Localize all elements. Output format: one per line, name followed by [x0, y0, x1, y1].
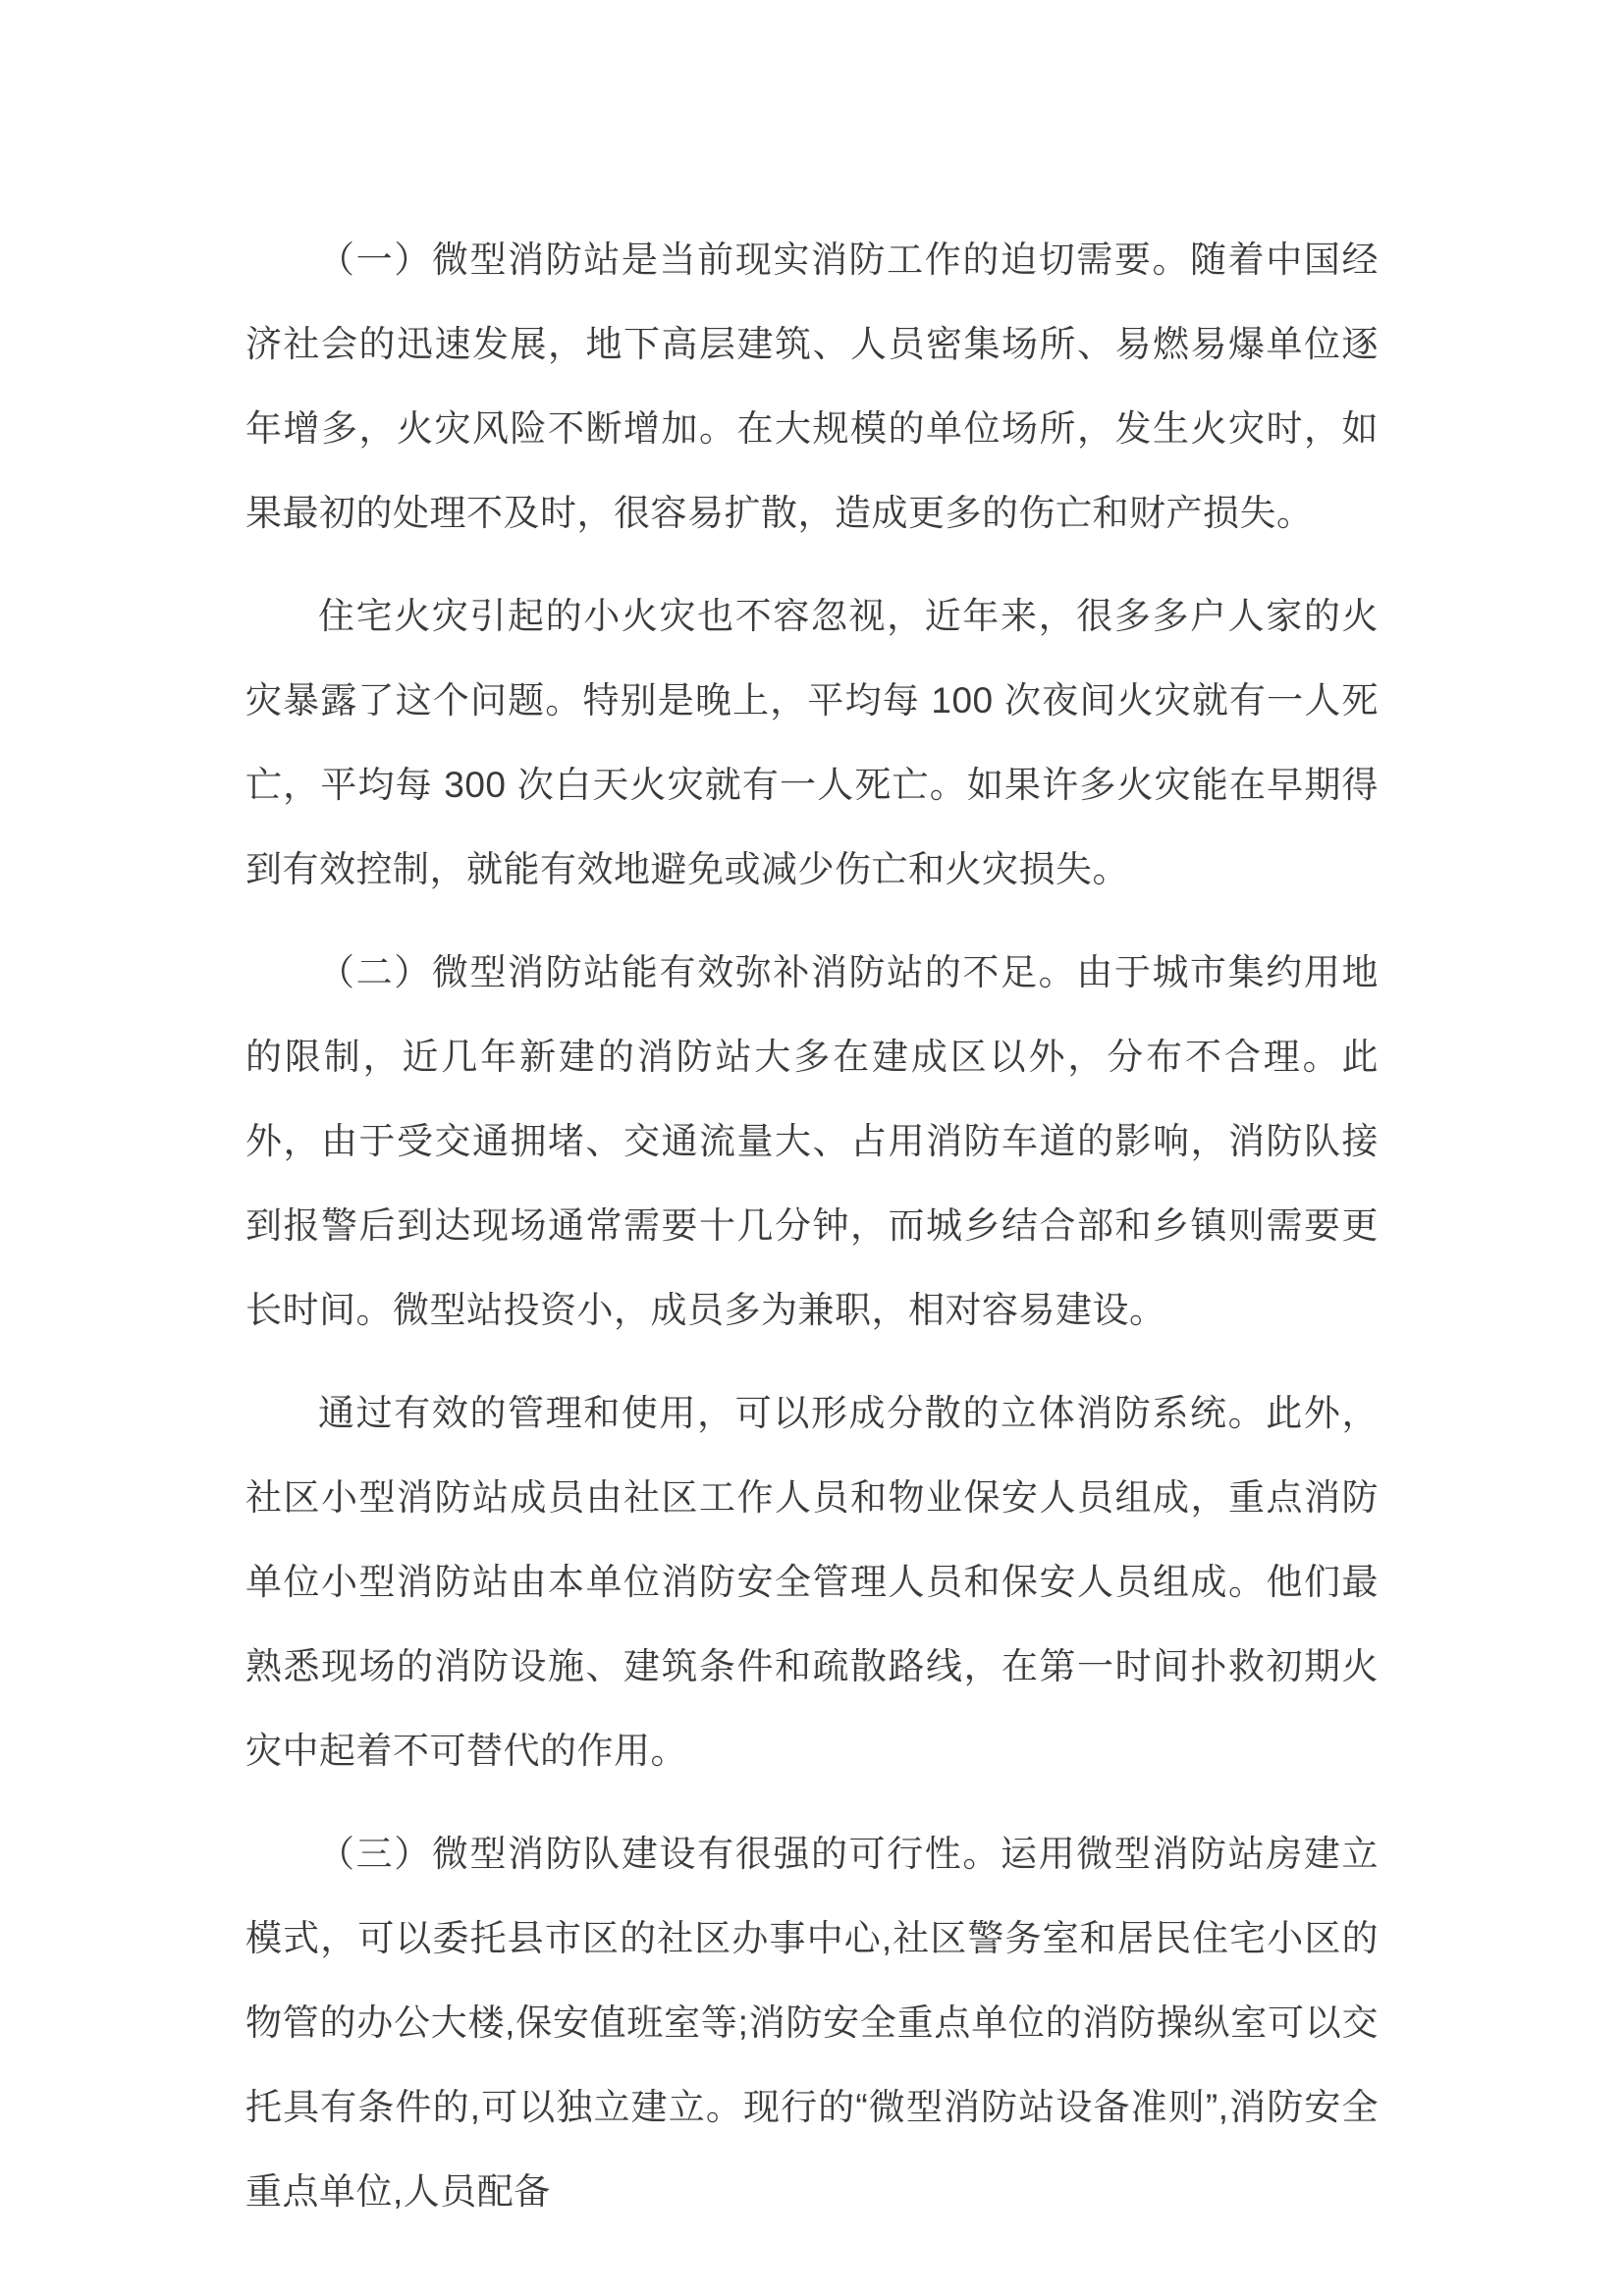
paragraph-3: （二）微型消防站能有效弥补消防站的不足。由于城市集约用地的限制，近几年新建的消防站大多在建成区以外，分布不合理。此外，由于受交通拥堵、交通流量大、占用消防车道的影响，消防队接到报警后到达现场通常需要十几分钟，而城乡结合部和乡镇则需要更长时间。微型站投资小，成员多为兼职，相对容易建设。 — [245, 952, 1379, 1330]
paragraph-4: 通过有效的管理和使用，可以形成分散的立体消防系统。此外，社区小型消防站成员由社区工作人员和物业保安人员组成，重点消防单位小型消防站由本单位消防安全管理人员和保安人员组成。他们最熟悉现场的消防设施、建筑条件和疏散路线，在第一时间扑救初期火灾中起着不可替代的作用。 — [245, 1393, 1379, 1771]
paragraph-5: （三）微型消防队建设有很强的可行性。运用微型消防站房建立模式，可以委托县市区的社区办事中心,社区警务室和居民住宅小区的物管的办公大楼,保安值班室等;消防安全重点单位的消防操纵室可以交托具有条件的,可以独立建立。现行的“微型消防站设备准则”,消防安全重点单位,人员配备 — [245, 1834, 1379, 2212]
paragraph-2: 住宅火灾引起的小火灾也不容忽视，近年来，很多多户人家的火灾暴露了这个问题。特别是晚上，平均每 100 次夜间火灾就有一人死亡，平均每 300 次白天火灾就有一人死亡。如果许多火灾能在早期得到有效控制，就能有效地避免或减少伤亡和火灾损失。 — [245, 596, 1379, 889]
paragraph-1: （一）微型消防站是当前现实消防工作的迫切需要。随着中国经济社会的迅速发展，地下高层建筑、人员密集场所、易燃易爆单位逐年增多，火灾风险不断增加。在大规模的单位场所，发生火灾时，如果最初的处理不及时，很容易扩散，造成更多的伤亡和财产损失。 — [245, 240, 1379, 533]
